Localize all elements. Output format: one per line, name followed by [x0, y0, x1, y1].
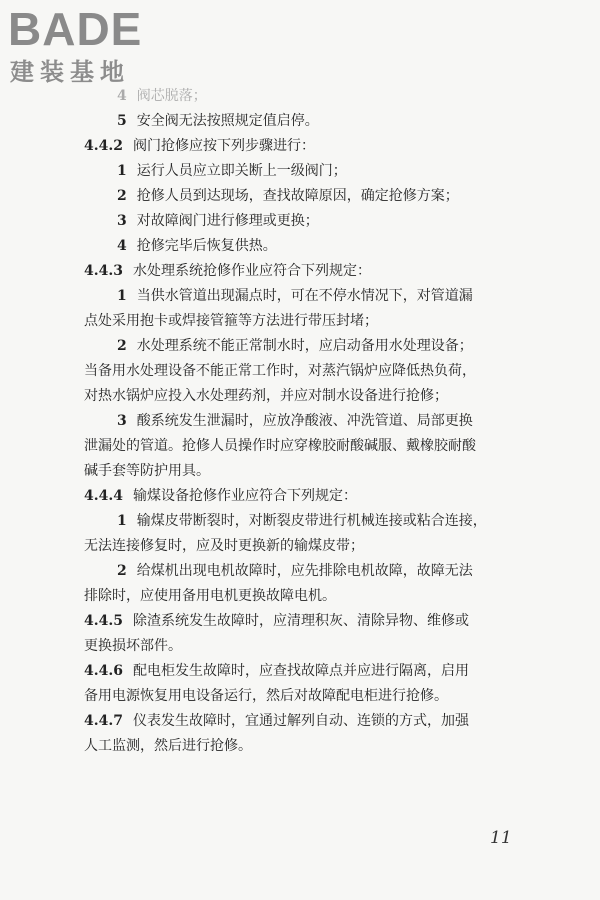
list-item	[84, 84, 524, 109]
item-number: 2	[117, 338, 127, 354]
list-item	[84, 559, 524, 584]
logo	[8, 4, 178, 88]
list-item	[84, 334, 524, 359]
paragraph-line	[84, 734, 524, 759]
item-number: 5	[117, 113, 127, 129]
line-text: 水处理系统不能正常制水时，应启动备用水处理设备；	[136, 338, 473, 354]
item-number: 1	[117, 163, 127, 179]
paragraph-line	[84, 634, 524, 659]
line-text: 安全阀无法按照规定值启停。	[136, 113, 319, 129]
line-text: 当供水管道出现漏点时，可在不停水情况下，对管道漏	[136, 288, 473, 304]
page-number: 11	[490, 828, 512, 848]
line-text: 酸系统发生泄漏时，应放净酸液、冲洗管道、局部更换	[136, 413, 473, 429]
paragraph-line	[84, 359, 524, 384]
paragraph-line	[84, 434, 524, 459]
line-text: 对故障阀门进行修理或更换；	[136, 213, 319, 229]
line-text: 更换损坏部件。	[84, 638, 182, 654]
paragraph-line	[84, 534, 524, 559]
list-item	[84, 159, 524, 184]
item-number: 4	[117, 88, 127, 104]
section-number: 4.4.7	[84, 713, 123, 729]
line-text: 当备用水处理设备不能正常工作时，对蒸汽锅炉应降低热负荷，	[84, 363, 476, 379]
line-text: 阀芯脱落；	[136, 88, 207, 104]
list-item	[84, 284, 524, 309]
paragraph-line	[84, 309, 524, 334]
item-number: 1	[117, 288, 127, 304]
paragraph-line	[84, 584, 524, 609]
line-text: 水处理系统抢修作业应符合下列规定：	[132, 263, 371, 279]
document-body	[84, 84, 524, 759]
logo-subtitle: 建装基地	[10, 58, 130, 86]
list-item	[84, 409, 524, 434]
line-text: 配电柜发生故障时，应查找故障点并应进行隔离，启用	[132, 663, 469, 679]
section-heading	[84, 709, 524, 734]
item-number: 4	[117, 238, 127, 254]
line-text: 抢修完毕后恢复供热。	[136, 238, 277, 254]
line-text: 输煤皮带断裂时，对断裂皮带进行机械连接或粘合连接，	[136, 513, 487, 529]
line-text: 无法连接修复时，应及时更换新的输煤皮带；	[84, 538, 364, 554]
section-heading	[84, 659, 524, 684]
line-text: 碱手套等防护用具。	[84, 463, 210, 479]
section-heading	[84, 484, 524, 509]
line-text: 抢修人员到达现场，查找故障原因，确定抢修方案；	[136, 188, 459, 204]
section-heading	[84, 134, 524, 159]
section-number: 4.4.4	[84, 488, 123, 504]
paragraph-line	[84, 459, 524, 484]
line-text: 泄漏处的管道。抢修人员操作时应穿橡胶耐酸碱服、戴橡胶耐酸	[84, 438, 476, 454]
item-number: 2	[117, 563, 127, 579]
logo-wordmark: BADE	[8, 3, 143, 55]
list-item	[84, 234, 524, 259]
section-number: 4.4.2	[84, 138, 123, 154]
section-number: 4.4.6	[84, 663, 123, 679]
line-text: 阀门抢修应按下列步骤进行：	[132, 138, 315, 154]
line-text: 给煤机出现电机故障时，应先排除电机故障，故障无法	[136, 563, 473, 579]
line-text: 人工监测，然后进行抢修。	[84, 738, 252, 754]
paragraph-line	[84, 684, 524, 709]
section-heading	[84, 609, 524, 634]
line-text: 仪表发生故障时，宜通过解列自动、连锁的方式，加强	[132, 713, 469, 729]
line-text: 输煤设备抢修作业应符合下列规定：	[132, 488, 357, 504]
item-number: 1	[117, 513, 127, 529]
list-item	[84, 209, 524, 234]
line-text: 对热水锅炉应投入水处理药剂，并应对制水设备进行抢修；	[84, 388, 448, 404]
line-text: 点处采用抱卡或焊接管箍等方法进行带压封堵；	[84, 313, 378, 329]
line-text: 备用电源恢复用电设备运行，然后对故障配电柜进行抢修。	[84, 688, 448, 704]
list-item	[84, 184, 524, 209]
section-heading	[84, 259, 524, 284]
list-item	[84, 509, 524, 534]
list-item	[84, 109, 524, 134]
item-number: 3	[117, 213, 127, 229]
section-number: 4.4.5	[84, 613, 123, 629]
paragraph-line	[84, 384, 524, 409]
item-number: 3	[117, 413, 127, 429]
section-number: 4.4.3	[84, 263, 123, 279]
line-text: 运行人员应立即关断上一级阀门；	[136, 163, 347, 179]
line-text: 除渣系统发生故障时，应清理积灰、清除异物、维修或	[132, 613, 469, 629]
item-number: 2	[117, 188, 127, 204]
line-text: 排除时，应使用备用电机更换故障电机。	[84, 588, 336, 604]
